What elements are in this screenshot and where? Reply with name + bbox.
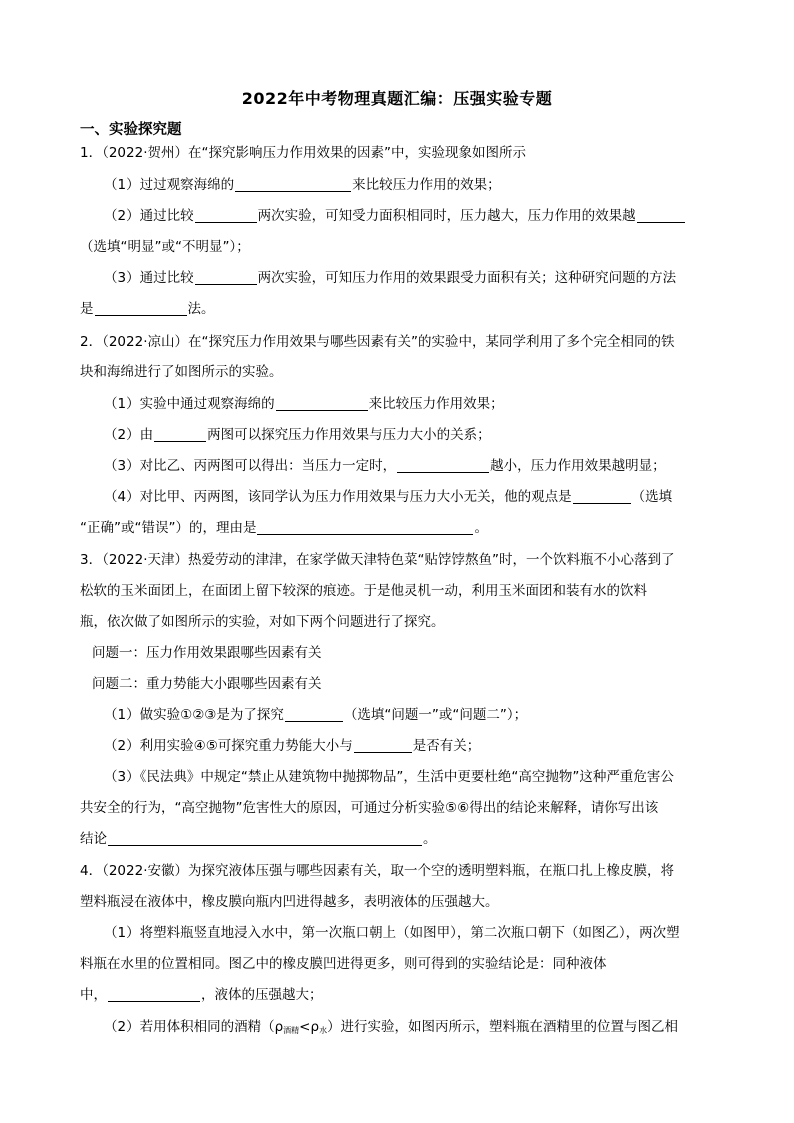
q3-part2-text-b: 是否有关；	[412, 738, 481, 754]
q1-answer-blank-4[interactable]	[195, 269, 257, 285]
q3-part3-text-d: 。	[423, 831, 437, 847]
q1-part3-text-d: 法。	[187, 301, 215, 317]
q1-stem	[80, 143, 526, 163]
q3-stem-text-1: 3．（2022·天津）热爱劳动的津津，在家学做天津特色菜“贴饽饽熬鱼”时，一个饮料瓶不小心落到了	[80, 552, 675, 568]
q1-part2	[104, 206, 686, 226]
q3-part2	[104, 736, 480, 756]
q4-part1-line3	[80, 985, 323, 1005]
q3-stem-text-3: 瓶，依次做了如图所示的实验，对如下两个问题进行了探究。	[80, 614, 445, 630]
q2-answer-blank-3[interactable]	[397, 457, 489, 473]
q2-part2	[104, 425, 491, 445]
q2-answer-blank-4[interactable]	[573, 488, 631, 504]
q4-part2-text-b: ）进行实验，如图丙所示，塑料瓶在酒精里的位置与图乙相	[327, 1019, 679, 1035]
q1-part3	[104, 268, 676, 288]
section-heading: 一、实验探究题	[80, 122, 182, 138]
q1-part1-text-a: （1）过过观察海绵的	[104, 177, 235, 193]
q3-stem-text-2: 松软的玉米面团上，在面团上留下较深的痕迹。于是他灵机一动，利用玉米面团和装有水的饮料	[80, 583, 647, 599]
q4-answer-blank-1[interactable]	[108, 986, 200, 1002]
q4-stem-text-1: 4．（2022·安徽）为探究液体压强与哪些因素有关，取一个空的透明塑料瓶，在瓶口扎上橡皮膜，将	[80, 863, 674, 879]
q2-part4-text-b: （选填	[631, 489, 673, 505]
q1-part3-text-a: （3）通过比较	[104, 270, 194, 286]
q3-part3-text-a: （3）《民法典》中规定“禁止从建筑物中抛掷物品”，生活中更要杜绝“高空抛物”这种严重危害公	[104, 769, 674, 785]
q2-stem-text-1: 2．（2022·凉山）在“探究压力作用效果与哪些因素有关”的实验中，某同学利用了多个完全相同的铁	[80, 334, 675, 350]
q2-part2-text-a: （2）由	[104, 427, 154, 443]
q2-answer-blank-2[interactable]	[154, 426, 206, 442]
q2-part4	[104, 487, 672, 507]
q2-part1	[104, 394, 504, 414]
q4-part2-line1	[104, 1017, 678, 1041]
q2-answer-blank-5[interactable]	[257, 519, 473, 535]
q4-part2-text-mid: <ρ	[299, 1019, 320, 1035]
q3-part3-text-c: 结论	[80, 831, 107, 847]
q4-part1-text-a: （1）将塑料瓶竖直地浸入水中，第一次瓶口朝上（如图甲），第二次瓶口朝下（如图乙），两次塑	[104, 925, 680, 941]
q1-answer-blank-3[interactable]	[637, 207, 685, 223]
q1-part2-cont	[80, 237, 250, 257]
q4-stem-line2	[80, 892, 499, 912]
q1-answer-blank-2[interactable]	[195, 207, 257, 223]
q1-part3-cont	[80, 299, 215, 319]
q2-stem-line2	[80, 362, 283, 382]
q1-part2-text-a: （2）通过比较	[104, 208, 194, 224]
q1-part1	[104, 175, 501, 195]
q4-stem-text-2: 塑料瓶浸在液体中，橡皮膜向瓶内凹进得越多，表明液体的压强越大。	[80, 894, 499, 910]
q2-stem-line1	[80, 332, 674, 352]
q2-part4-cont	[80, 518, 488, 538]
q2-part4-text-a: （4）对比甲、丙两图，该同学认为压力作用效果与压力大小无关，他的观点是	[104, 489, 572, 505]
q4-part1-line2	[80, 954, 607, 974]
q3-part2-text-a: （2）利用实验④⑤可探究重力势能大小与	[104, 738, 353, 754]
q3-answer-blank-3[interactable]	[108, 830, 422, 846]
q1-part1-text-b: 来比较压力作用的效果；	[352, 177, 501, 193]
q2-part3-text-a: （3）对比乙、丙两图可以得出：当压力一定时，	[104, 458, 397, 474]
q4-stem-line1	[80, 861, 674, 881]
q2-part1-text-a: （1）实验中通过观察海绵的	[104, 396, 275, 412]
q4-part1-text-b: 料瓶在水里的位置相同。图乙中的橡皮膜凹进得更多，则可得到的实验结论是：同种液体	[80, 956, 607, 972]
q4-part1-line1	[104, 923, 680, 943]
q4-part2-sub-alcohol: 酒精	[283, 1026, 300, 1035]
q3-stem-line2	[80, 581, 647, 601]
q2-part4-text-d: 。	[474, 520, 488, 536]
q2-part2-text-b: 两图可以探究压力作用效果与压力大小的关系；	[207, 427, 491, 443]
q2-part1-text-b: 来比较压力作用效果；	[368, 396, 504, 412]
q3-problem-one-text: 问题一：压力作用效果跟哪些因素有关	[92, 645, 322, 661]
q1-stem-text: 1．（2022·贺州）在“探究影响压力作用效果的因素”中，实验现象如图所示	[80, 145, 526, 161]
q1-answer-blank-5[interactable]	[95, 300, 187, 316]
q4-part1-text-d: ，液体的压强越大；	[201, 987, 323, 1003]
q3-stem-line1	[80, 550, 674, 570]
q3-part1	[104, 705, 527, 725]
q3-part3-line2	[80, 798, 658, 818]
q3-problem-one	[92, 643, 322, 663]
q3-part1-text-a: （1）做实验①②③是为了探究	[104, 707, 284, 723]
q1-part3-text-c: 是	[80, 301, 94, 317]
q2-stem-text-2: 块和海绵进行了如图所示的实验。	[80, 364, 283, 380]
q2-answer-blank-1[interactable]	[276, 395, 368, 411]
q1-part3-text-b: 两次实验，可知压力作用的效果跟受力面积有关；这种研究问题的方法	[257, 270, 677, 286]
q2-part4-text-c: “正确”或“错误”）的，理由是	[80, 520, 257, 536]
q3-answer-blank-2[interactable]	[354, 737, 412, 753]
q1-answer-blank-1[interactable]	[235, 176, 351, 192]
q1-part2-text-b: 两次实验，可知受力面积相同时，压力越大，压力作用的效果越	[257, 208, 636, 224]
q1-part2-text-c: （选填“明显”或“不明显”）；	[80, 239, 250, 255]
q2-part3-text-b: 越小，压力作用效果越明显；	[490, 458, 666, 474]
q4-part2-text-a: （2）若用体积相同的酒精（ρ	[104, 1019, 284, 1035]
q4-part2-sub-water: 水	[319, 1026, 328, 1035]
q3-part3-line1	[104, 767, 674, 787]
q3-problem-two	[92, 674, 322, 694]
q4-part1-text-c: 中，	[80, 987, 107, 1003]
q3-part1-text-b: （选填“问题一”或“问题二”）；	[343, 707, 528, 723]
q2-part3	[104, 456, 666, 476]
q3-problem-two-text: 问题二：重力势能大小跟哪些因素有关	[92, 676, 322, 692]
q3-answer-blank-1[interactable]	[285, 706, 343, 722]
q3-stem-line3	[80, 612, 445, 632]
q3-part3-text-b: 共安全的行为，“高空抛物”危害性大的原因，可通过分析实验⑤⑥得出的结论来解释，请你写出该	[80, 800, 659, 816]
page-title: 2022年中考物理真题汇编：压强实验专题	[241, 89, 553, 108]
q3-part3-line3	[80, 829, 437, 849]
